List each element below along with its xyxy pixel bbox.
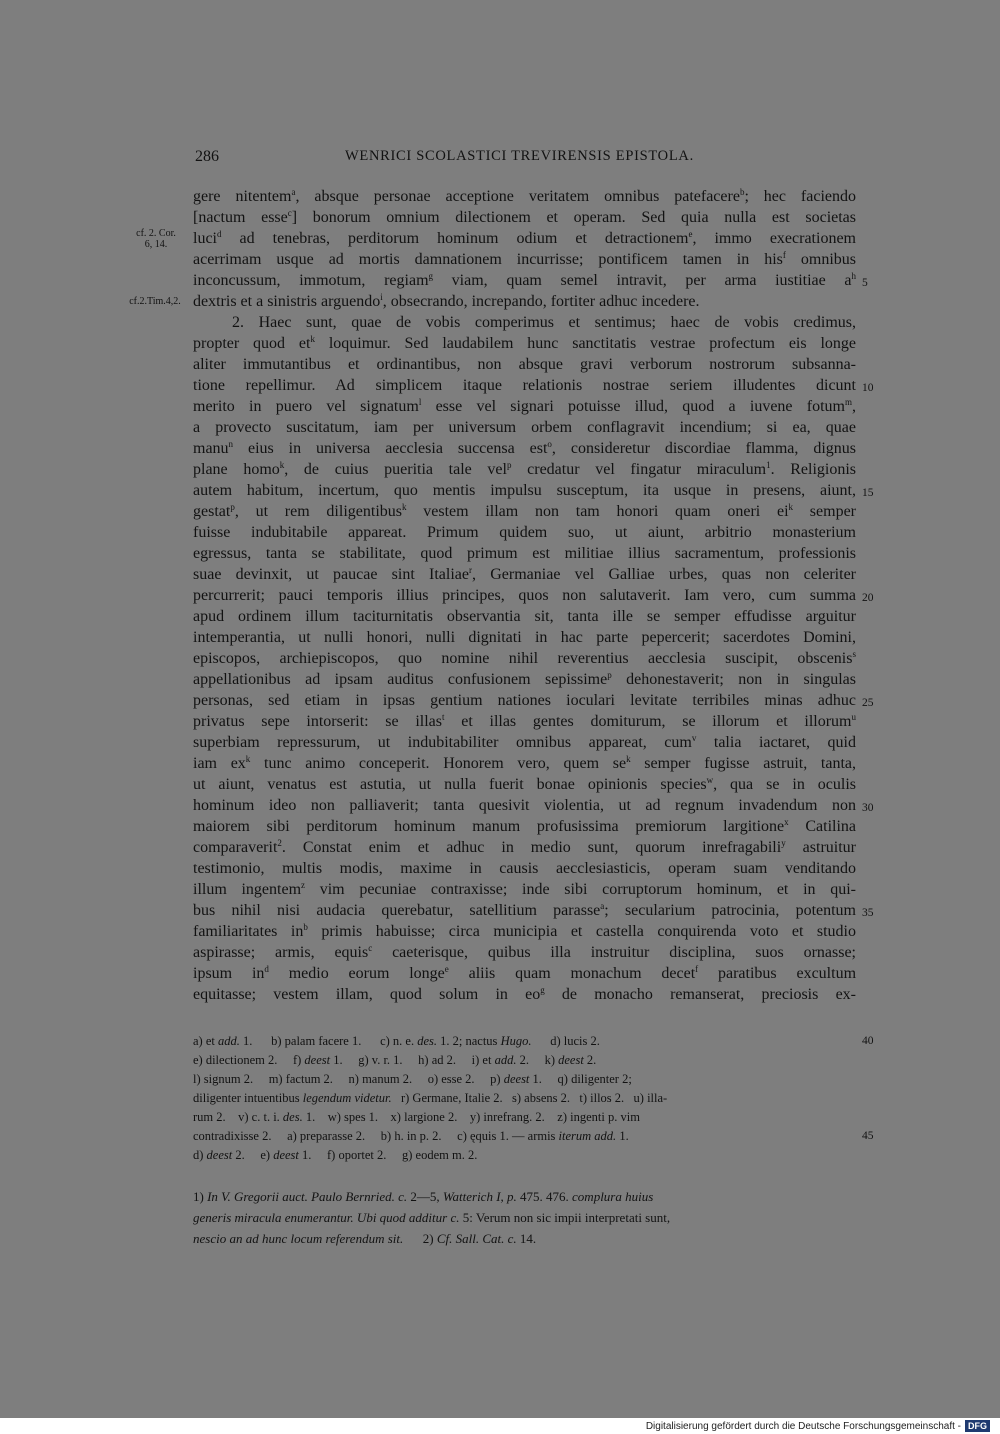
text-line: percurrerit; pauci temporis illius principes, quos non salutaverit. Iam vero, cum summa [193, 587, 856, 604]
text-line: a provecto suscitatum, iam per universum orbem conflagravit incendium; si ea, quae [193, 419, 856, 436]
footnote-line: 1) In V. Gregorii auct. Paulo Bernried. c. 2—5, Watterich I, p. 475. 476. complura huius [193, 1189, 654, 1204]
text-line: merito in puero vel signatum$^l$ esse vel signari potuisse illud, quod a iuvene fotum$^m$, [193, 397, 856, 415]
text-line: tione repellimur. Ad simplicem itaque relationis nostrae seriem illudentes dicunt [193, 377, 856, 394]
footnote-line: nescio an ad hunc locum referendum sit. 2) Cf. Sall. Cat. c. 14. [193, 1231, 537, 1246]
text-line: personas, sed etiam in ipsas gentium nationes ioculari levitate terribiles minas adhuc [193, 692, 856, 709]
footer-text: Digitalisierung gefördert durch die Deutsche Forschungsgemeinschaft - [645, 1420, 961, 1432]
apparatus-line: l) signum 2. m) factum 2. n) manum 2. o) esse 2. p) deest 1. q) diligenter 2; [193, 1072, 632, 1086]
line-number: 10 [862, 382, 874, 394]
text-line: aliter immutantibus et ordinantibus, non absque gravi verborum nostrorum subsanna- [193, 356, 856, 373]
footnote-line: generis miracula enumerantur. Ubi quod additur c. 5: Verum non sic impii interpretati sunt, [193, 1210, 671, 1225]
line-number: 25 [862, 697, 874, 709]
text-line: superbiam repressurum, ut indubitabiliter omnibus appareat, cum$^v$ talia iactaret, quid [193, 733, 857, 751]
text-line: hominum ideo non palliaverit; tanta quesivit violentia, ut ad regnum invadendum non [193, 797, 856, 814]
text-line: iam $ex^k$ tunc animo conceperit. Honorem vero, quem $se^k$ semper fugisse astruit, tanta, [193, 754, 857, 772]
line-number: 35 [862, 907, 874, 919]
apparatus-line: diligenter intuentibus legendum videtur. r) Germane, Italie 2. s) absens 2. t) illos 2. u) illa- [193, 1091, 668, 1105]
text-line: plane homo$^k$, de cuius pueritia tale vel$^p$ credatur vel fingatur miraculum$^1$. Religionis [193, 460, 857, 478]
line-number: 5 [862, 277, 868, 289]
text-line: gere nitentem$^a$, absque personae acceptione veritatem omnibus patefacere$^b$; hec faciendo [193, 187, 857, 205]
text-line: intemperantia, ut nulli honori, nulli dignitati in hac parte pepercerit; sacerdotes Domini, [193, 629, 856, 646]
line-number: 20 [862, 592, 874, 604]
text-line: gestat$^p$, ut rem diligentibus$^k$ vestem illam non tam honori quam oneri $ei^k$ semper [193, 502, 857, 520]
text-line: 2. Haec sunt, quae de vobis comperimus et sentimus; haec de vobis credimus, [232, 314, 856, 331]
text-line: episcopos, archiepiscopos, quo nomine nihil reverentius aecclesia suscipit, obscenis$^s$ [193, 649, 856, 667]
text-line: fuisse indubitabile appareat. Primum quidem suo, ut aiunt, arbitrio monasterium [193, 524, 856, 541]
text-line: appellationibus ad ipsam auditus confusionem sepissime$^p$ dehonestaverit; non in singulas [193, 670, 856, 688]
text-line: egressus, tanta se stabilitate, quod primum est militiae illius sacramentum, professionis [193, 545, 856, 562]
apparatus-line: e) dilectionem 2. f) deest 1. g) v. r. 1. h) ad 2. i) et add. 2. k) deest 2. [193, 1053, 597, 1067]
text-line: propter quod $et^k$ loquimur. Sed laudabilem hunc sanctitatis vestrae profectum eis longe [193, 334, 857, 352]
text-line: comparaverit$^2$. Constat enim et adhuc in medio sunt, quorum inrefragabili$^y$ astruitur [193, 838, 856, 856]
text-line: manu$^n$ eius in universa aecclesia succensa est$^o$, consideretur discordiae flamma, dignus [193, 439, 856, 457]
text-line: bus nihil nisi audacia querebatur, satellitium parasse$^a$; secularium patrocinia, potentum [193, 901, 857, 919]
text-line: ipsum $in^d$ medio eorum longe$^e$ aliis quam monachum decet$^f$ paratibus excultum [193, 964, 857, 982]
text-line: dextris et a sinistris arguendo$^i$, obsecrando, increpando, fortiter adhuc incedere. [193, 292, 700, 310]
text-line: familiaritates $in^b$ primis habuisse; circa municipia et castella conquirenda voto et studio [193, 922, 857, 940]
text-line: testimonio, multis modis, maxime in causis aecclesiasticis, operam suam venditando [193, 860, 856, 877]
text-line: apud ordinem illum taciturnitatis observantia sit, tanta ille se semper effudisse arguitur [193, 608, 856, 625]
line-number: 40 [862, 1035, 874, 1047]
margin-note: cf.2.Tim.4,2. [129, 296, 181, 307]
text-line: privatus sepe intorserit: se illas$^t$ et illas gentes domiturum, se illorum et illorum$^u$ [193, 712, 856, 730]
margin-note: cf. 2. Cor. 6, 14. [136, 228, 176, 250]
text-line: acerrimam usque ad mortis damnationem incurrisse; pontificem tamen in his$^f$ omnibus [193, 250, 856, 268]
text-line: aspirasse; armis, equis$^c$ caeterisque, quibus illa instruitur disciplina, suos ornasse; [193, 943, 856, 961]
line-number: 45 [862, 1130, 874, 1142]
text-line: inconcussum, immotum, regiam$^g$ viam, quam semel intravit, per arma iustitiae $a^h$ [193, 271, 856, 289]
funding-footer [646, 1418, 990, 1434]
line-number: 30 [862, 802, 874, 814]
line-number: 15 [862, 487, 874, 499]
text-line: illum ingentem$^z$ vim pecuniae contraxisse; inde sibi corruptorum hominum, et in qui- [193, 880, 856, 898]
text-line: [nactum esse$^c$] bonorum omnium dilectionem et operam. Sed quia nulla est societas [193, 208, 857, 226]
text-line: ut aiunt, venatus est astutia, ut nulla fuerit bonae opinionis species$^w$, qua se in oculis [193, 775, 857, 793]
apparatus-line: contradixisse 2. a) preparasse 2. b) h. in p. 2. c) ęquis 1. — armis iterum add. 1. [193, 1129, 629, 1143]
text-line: suae devinxit, ut paucae sint Italiae$^r$, Germaniae vel Galliae urbes, quas non celeriter [193, 565, 856, 583]
text-line: luci$^d$ ad tenebras, perditorum hominum odium et detractionem$^e$, immo execrationem [193, 229, 856, 247]
text-line: autem habitum, incertum, quo mentis impulsu susceptum, ita usque in presens, aiunt, [193, 482, 856, 499]
text-line: maiorem sibi perditorum hominum manum profusissima premiorum largitione$^x$ Catilina [193, 817, 857, 835]
dfg-logo: DFG [965, 1420, 990, 1432]
page-number: 286 [195, 148, 219, 165]
apparatus-line: a) et add. 1. b) palam facere 1. c) n. e. des. 1. 2; nactus Hugo. d) lucis 2. [193, 1034, 600, 1048]
text-line: equitasse; vestem illam, quod solum in $eo^g$ de monacho remanserat, preciosis ex- [193, 985, 856, 1003]
running-title: WENRICI SCOLASTICI TREVIRENSIS EPISTOLA. [345, 148, 694, 164]
apparatus-line: rum 2. v) c. t. i. des. 1. w) spes 1. x) largione 2. y) inrefrang. 2. z) ingenti p. vim [193, 1110, 640, 1124]
apparatus-line: d) deest 2. e) deest 1. f) oportet 2. g) eodem m. 2. [193, 1148, 478, 1162]
